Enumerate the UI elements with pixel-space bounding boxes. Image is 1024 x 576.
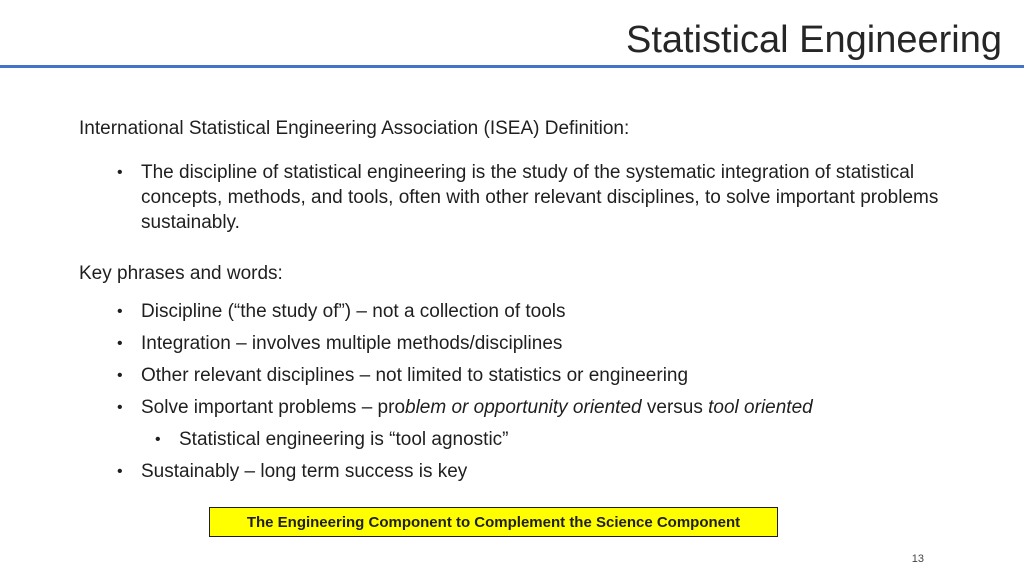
- key-phrase-text: Integration – involves multiple methods/disciplines: [141, 333, 563, 354]
- bullet-icon: •: [117, 335, 123, 352]
- key-phrase-middle: versus: [641, 397, 709, 418]
- definition-list: [79, 160, 977, 235]
- definition-bullet: [117, 160, 977, 235]
- bullet-icon: •: [117, 164, 123, 181]
- bullet-icon: •: [117, 303, 123, 320]
- key-phrase-item: [117, 459, 979, 484]
- callout-box: [209, 507, 778, 537]
- key-phrases-list: [79, 299, 979, 484]
- key-phrase-subtext: Statistical engineering is “tool agnostic”: [179, 429, 509, 450]
- key-phrase-text: [141, 397, 813, 418]
- definition-heading: International Statistical Engineering Association (ISEA) Definition:: [79, 118, 630, 139]
- slide-title: Statistical Engineering: [626, 19, 1002, 61]
- key-phrase-item: [117, 299, 979, 324]
- bullet-icon: •: [155, 431, 161, 448]
- title-underline: [0, 65, 1024, 68]
- key-phrases-heading: Key phrases and words:: [79, 263, 283, 284]
- page-number: 13: [911, 553, 924, 565]
- key-phrase-italic: blem or opportunity oriented: [405, 397, 642, 418]
- key-phrase-text: Other relevant disciplines – not limited to statistics or engineering: [141, 365, 689, 386]
- key-phrase-subitem: [155, 427, 979, 452]
- bullet-icon: •: [117, 399, 123, 416]
- key-phrase-item: [117, 395, 979, 452]
- definition-text: The discipline of statistical engineering is the study of the systematic integration of statistical concepts, methods, and tools, often with other relevant disciplines, to solve important problems sustainably.: [141, 162, 939, 233]
- key-phrase-sublist: [141, 427, 979, 452]
- bullet-icon: •: [117, 367, 123, 384]
- key-phrase-text: Sustainably – long term success is key: [141, 461, 468, 482]
- callout-text: The Engineering Component to Complement the Science Component: [246, 513, 741, 531]
- key-phrase-italic: tool oriented: [708, 397, 813, 418]
- bullet-icon: •: [117, 463, 123, 480]
- key-phrase-item: [117, 331, 979, 356]
- key-phrase-text: Discipline (“the study of”) – not a collection of tools: [141, 301, 566, 322]
- key-phrase-prefix: Solve important problems – pro: [141, 397, 406, 418]
- slide-body: [79, 116, 979, 491]
- key-phrase-item: [117, 363, 979, 388]
